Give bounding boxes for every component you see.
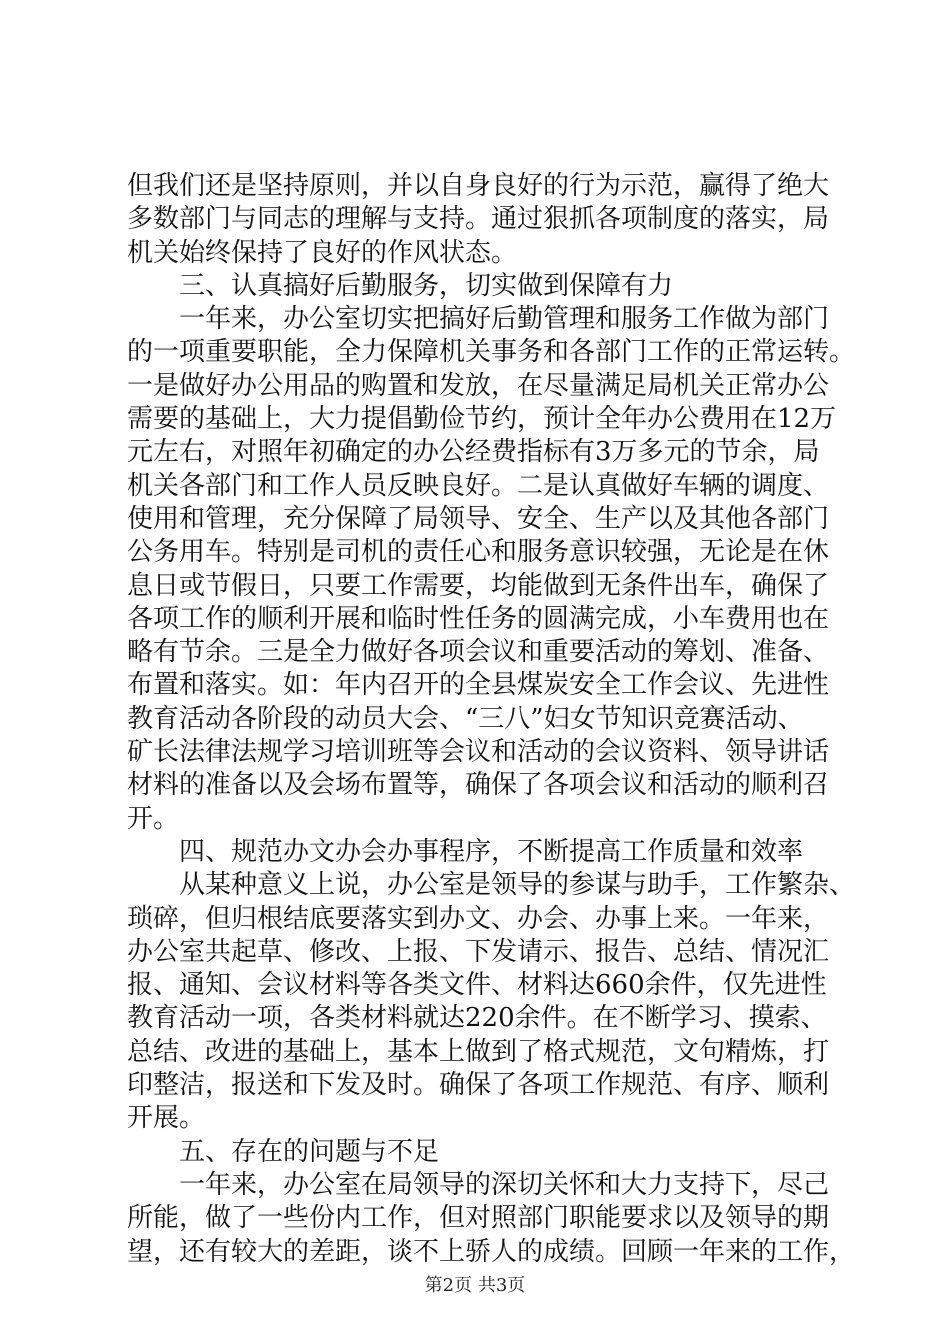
text-line: 多数部门与同志的理解与支持。通过狠抓各项制度的落实，局 xyxy=(127,204,830,235)
text-line: 教育活动一项，各类材料就达220余件。在不断学习、摸索、 xyxy=(127,1003,827,1034)
text-line: 但我们还是坚持原则，并以自身良好的行为示范，赢得了绝大 xyxy=(127,171,830,201)
document-body xyxy=(127,170,856,1269)
text-line: 开展。 xyxy=(127,1103,206,1134)
text-line: 一是做好办公用品的购置和发放，在尽量满足局机关正常办公 xyxy=(127,370,830,401)
text-line: 使用和管理，充分保障了局领导、安全、生产以及其他各部门 xyxy=(127,503,830,534)
text-line: 印整洁，报送和下发及时。确保了各项工作规范、有序、顺利 xyxy=(127,1070,830,1101)
text-line: 一年来，办公室切实把搞好后勤管理和服务工作做为部门 xyxy=(179,304,830,335)
text-line: 所能，做了一些份内工作，但对照部门职能要求以及领导的期 xyxy=(127,1203,830,1234)
text-line: 望，还有较大的差距，谈不上骄人的成绩。回顾一年来的工作， xyxy=(127,1236,856,1267)
text-line: 各项工作的顺利开展和临时性任务的圆满完成，小车费用也在 xyxy=(127,603,830,634)
text-line: 从某种意义上说，办公室是领导的参谋与助手，工作繁杂、 xyxy=(179,870,856,901)
text-line: 材料的准备以及会场布置等，确保了各项会议和活动的顺利召 xyxy=(127,770,830,801)
section-heading-3: 三、认真搞好后勤服务，切实做到保障有力 xyxy=(179,270,674,301)
text-line: 的一项重要职能，全力保障机关事务和各部门工作的正常运转。 xyxy=(127,337,856,368)
page-number-footer: 第2页 共3页 xyxy=(424,1275,526,1296)
text-line: 总结、改进的基础上，基本上做到了格式规范，文句精炼，打 xyxy=(127,1036,830,1067)
text-line: 机关始终保持了良好的作风状态。 xyxy=(127,237,518,268)
text-line: 报、通知、会议材料等各类文件、材料达660余件，仅先进性 xyxy=(127,970,827,1001)
text-line: 略有节余。三是全力做好各项会议和重要活动的筹划、准备、 xyxy=(127,637,830,668)
text-line: 开。 xyxy=(127,803,180,834)
section-heading-5: 五、存在的问题与不足 xyxy=(179,1136,440,1167)
text-line: 机关各部门和工作人员反映良好。二是认真做好车辆的调度、 xyxy=(127,470,830,501)
text-line: 琐碎，但归根结底要落实到办文、办会、办事上来。一年来， xyxy=(127,903,830,934)
text-line: 元左右，对照年初确定的办公经费指标有3万多元的节余，局 xyxy=(127,437,820,468)
section-heading-4: 四、规范办文办会办事程序，不断提高工作质量和效率 xyxy=(179,836,804,867)
text-line: 办公室共起草、修改、上报、下发请示、报告、总结、情况汇 xyxy=(127,936,830,967)
text-line: 息日或节假日，只要工作需要，均能做到无条件出车，确保了 xyxy=(127,570,830,601)
text-line: 需要的基础上，大力提倡勤俭节约，预计全年办公费用在12万 xyxy=(127,404,837,435)
text-line: 公务用车。特别是司机的责任心和服务意识较强，无论是在休 xyxy=(127,537,830,568)
text-line: 矿长法律法规学习培训班等会议和活动的会议资料、领导讲话 xyxy=(127,737,830,768)
text-line: 布置和落实。如：年内召开的全县煤炭安全工作会议、先进性 xyxy=(127,670,830,701)
text-line: 教育活动各阶段的动员大会、“三八”妇女节知识竞赛活动、 xyxy=(127,703,804,734)
text-line: 一年来，办公室在局领导的深切关怀和大力支持下，尽己 xyxy=(179,1169,830,1200)
